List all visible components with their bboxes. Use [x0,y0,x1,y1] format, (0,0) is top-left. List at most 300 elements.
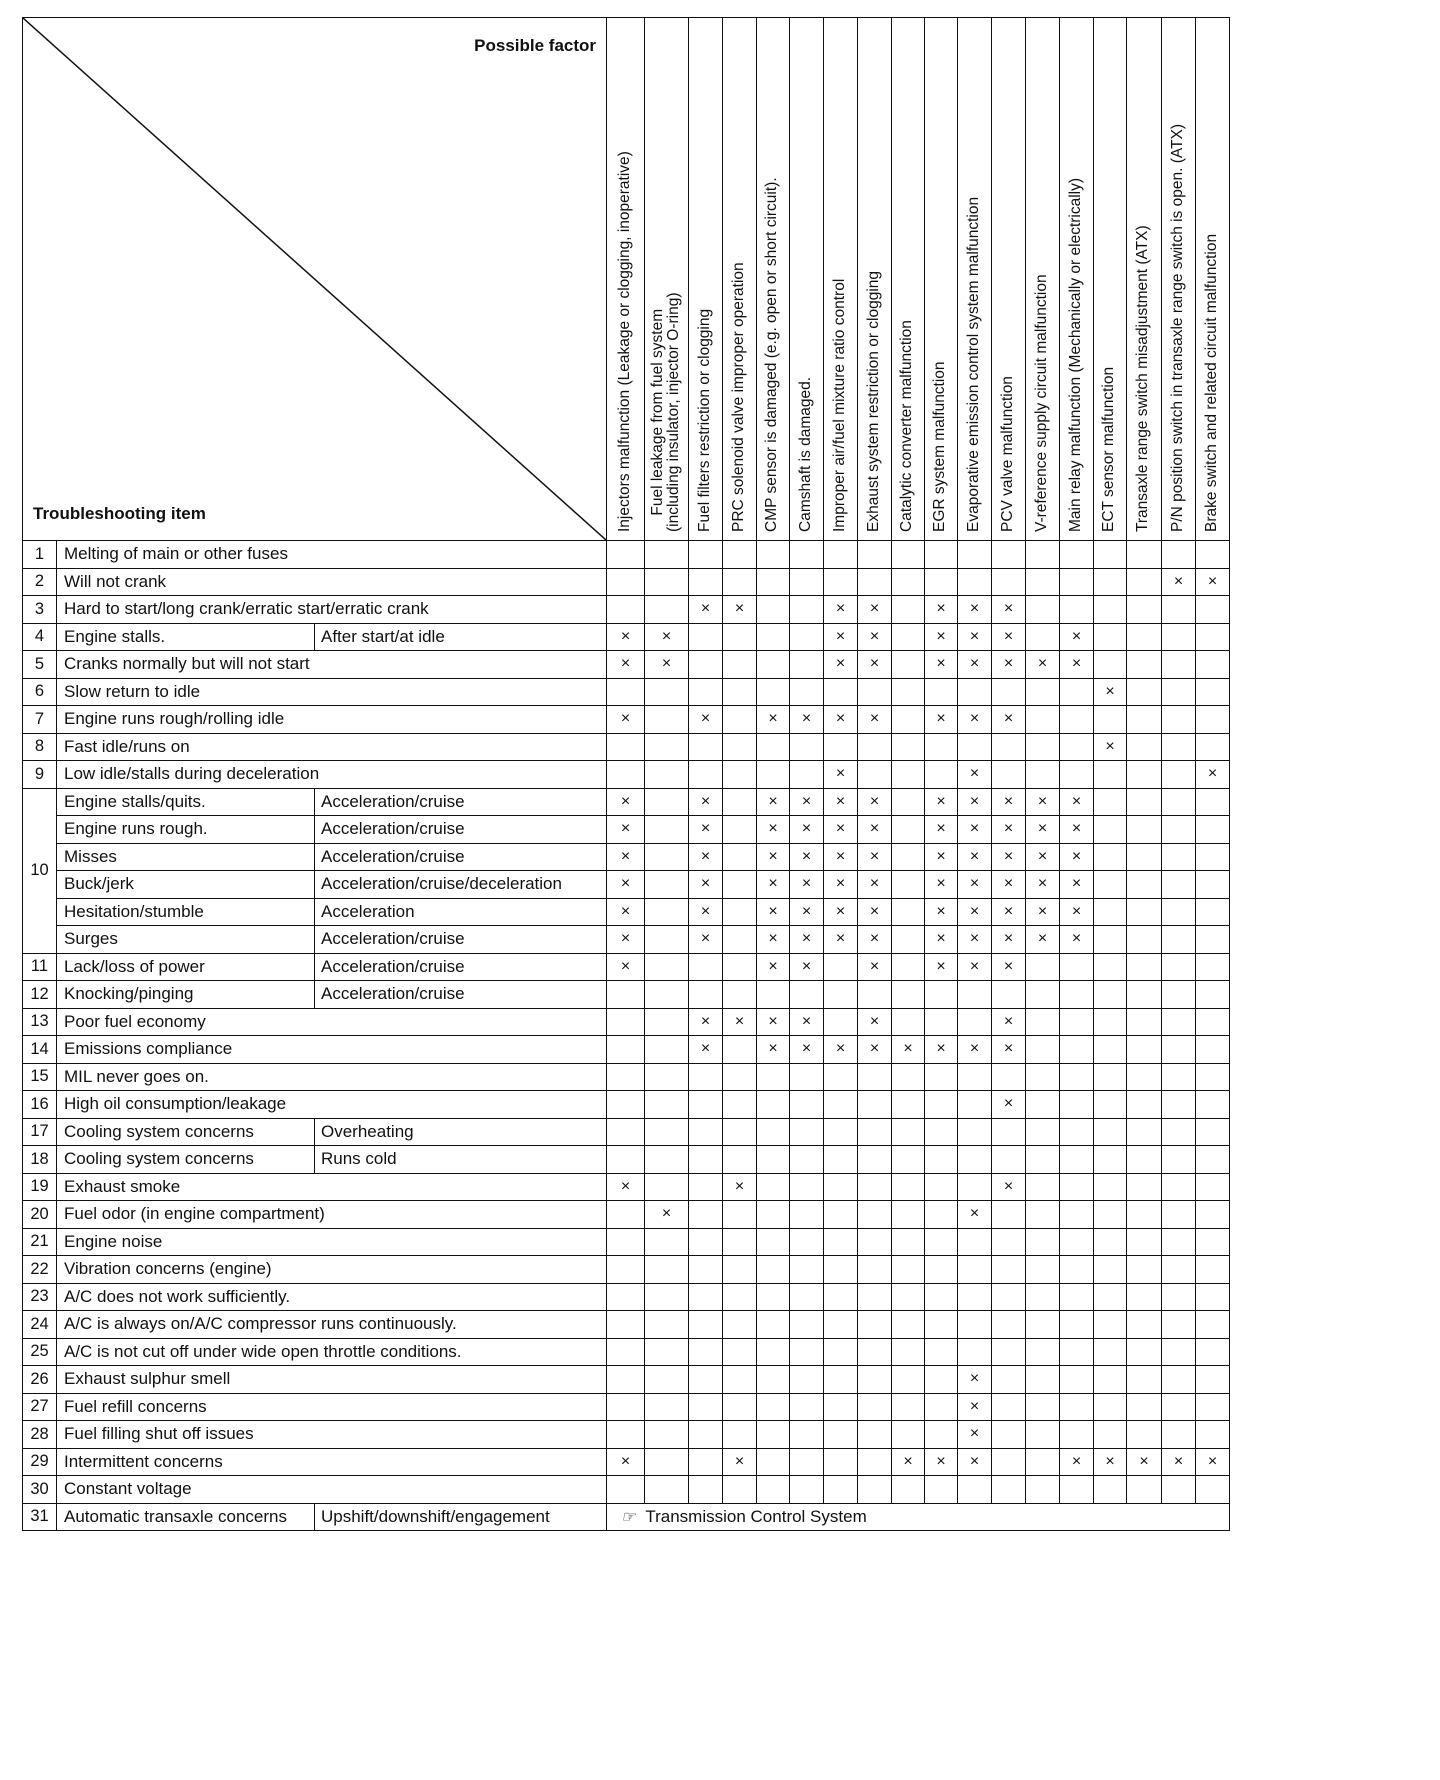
factor-cell [790,1118,824,1146]
row-number: 29 [23,1448,57,1476]
factor-cell [824,568,858,596]
factor-cell [1060,788,1094,816]
factor-cell [689,678,723,706]
factor-cell [925,1146,958,1174]
condition: After start/at idle [315,623,607,651]
factor-cell [992,541,1026,569]
factor-cell [1026,1256,1060,1284]
factor-cell [607,733,645,761]
row-number: 5 [23,651,57,679]
factor-cell [607,623,645,651]
cross-mark-icon: × [700,930,711,948]
factor-cell [723,1283,757,1311]
condition: Acceleration/cruise [315,843,607,871]
factor-cell [1060,541,1094,569]
factor-cell [992,843,1026,871]
factor-cell [607,568,645,596]
cross-mark-icon: × [969,930,980,948]
factor-cell [645,1311,689,1339]
factor-cell [645,1173,689,1201]
factor-column-header [1094,18,1127,541]
factor-cell [1060,1063,1094,1091]
factor-cell [757,678,790,706]
cross-mark-icon: × [620,655,631,673]
factor-cell [1026,1173,1060,1201]
factor-cell [607,1448,645,1476]
factor-cell [607,871,645,899]
factor-cell [1127,788,1162,816]
cross-mark-icon: × [1003,792,1014,810]
factor-cell [1094,1118,1127,1146]
factor-cell [858,1366,892,1394]
troubleshooting-item: Cooling system concerns [57,1118,315,1146]
factor-cell [858,1091,892,1119]
cross-mark-icon: × [620,1452,631,1470]
cross-mark-icon: × [620,710,631,728]
cross-mark-icon: × [869,600,880,618]
factor-cell [1196,1366,1230,1394]
cross-mark-icon: × [734,600,745,618]
table-row [23,1338,1230,1366]
factor-cell [858,1283,892,1311]
factor-cell [645,623,689,651]
cross-mark-icon: × [936,600,946,618]
factor-cell [757,596,790,624]
factor-cell [790,678,824,706]
factor-cell [858,651,892,679]
factor-cell [1094,623,1127,651]
factor-cell [645,733,689,761]
reference-link[interactable] [607,1503,1230,1531]
cross-mark-icon: × [620,930,631,948]
factor-cell [1196,596,1230,624]
factor-cell [1162,541,1196,569]
factor-cell [645,596,689,624]
factor-cell [958,1228,992,1256]
row-number: 30 [23,1476,57,1504]
table-row [23,898,1230,926]
factor-cell [1162,1256,1196,1284]
factor-cell [723,871,757,899]
factor-cell [858,898,892,926]
factor-label-line: Main relay malfunction (Mechanically or electrically) [1066,177,1084,532]
row-number: 12 [23,981,57,1009]
factor-label-line: CMP sensor is damaged (e.g. open or short circuit). [763,177,781,532]
factor-cell [892,1283,925,1311]
factor-cell [607,898,645,926]
factor-cell [858,871,892,899]
factor-label-line: Catalytic converter malfunction [898,320,916,532]
factor-column-header [858,18,892,541]
factor-cell [892,843,925,871]
factor-cell [1162,1421,1196,1449]
factor-cell [1162,1146,1196,1174]
cross-mark-icon: × [969,847,980,865]
factor-column-header [1162,18,1196,541]
factor-cell [1196,678,1230,706]
factor-cell [925,1448,958,1476]
factor-cell [892,1118,925,1146]
factor-cell [689,1173,723,1201]
factor-cell [790,1421,824,1449]
factor-cell [723,733,757,761]
factor-cell [858,1476,892,1504]
troubleshooting-item: Hesitation/stumble [57,898,315,926]
factor-cell [858,1311,892,1339]
cross-mark-icon: × [936,655,946,673]
factor-cell [1127,816,1162,844]
factor-cell [1026,651,1060,679]
factor-cell [1094,678,1127,706]
factor-cell [1127,596,1162,624]
factor-cell [723,706,757,734]
factor-label [966,197,982,532]
condition: Acceleration/cruise [315,953,607,981]
factor-cell [892,1311,925,1339]
factor-cell [645,898,689,926]
factor-cell [1026,1146,1060,1174]
factor-cell [892,733,925,761]
factor-cell [1196,1228,1230,1256]
factor-cell [723,1173,757,1201]
cross-mark-icon: × [1071,902,1082,920]
cross-mark-icon: × [768,902,778,920]
factor-cell [1094,1476,1127,1504]
factor-cell [824,1036,858,1064]
factor-label-line: Improper air/fuel mixture ratio control [830,278,848,532]
cross-mark-icon: × [936,930,946,948]
factor-cell [757,816,790,844]
factor-cell [892,871,925,899]
factor-cell [1060,871,1094,899]
troubleshooting-item: Poor fuel economy [57,1008,607,1036]
factor-cell [757,1476,790,1504]
factor-cell [858,1008,892,1036]
table-row [23,1201,1230,1229]
factor-cell [1127,541,1162,569]
factor-column-header [1196,18,1230,541]
factor-cell [757,1228,790,1256]
factor-column-header [824,18,858,541]
factor-cell [1127,843,1162,871]
factor-column-header [790,18,824,541]
factor-cell [757,1393,790,1421]
factor-cell [958,1421,992,1449]
cross-mark-icon: × [801,930,812,948]
factor-cell [689,898,723,926]
factor-cell [1060,1036,1094,1064]
factor-cell [645,1338,689,1366]
factor-cell [992,898,1026,926]
table-row [23,568,1230,596]
factor-cell [992,926,1026,954]
factor-cell [1162,1228,1196,1256]
cross-mark-icon: × [869,1012,880,1030]
factor-cell [1094,1036,1127,1064]
factor-cell [858,926,892,954]
factor-cell [723,761,757,789]
factor-cell [824,816,858,844]
factor-cell [925,1173,958,1201]
cross-mark-icon: × [768,710,778,728]
factor-cell [958,1146,992,1174]
factor-cell [925,706,958,734]
factor-cell [1127,1063,1162,1091]
troubleshooting-matrix [22,17,1226,1531]
condition: Upshift/downshift/engagement [315,1503,607,1531]
factor-cell [824,788,858,816]
factor-column-header [992,18,1026,541]
row-number: 15 [23,1063,57,1091]
factor-cell [689,981,723,1009]
factor-cell [958,1091,992,1119]
factor-cell [790,1201,824,1229]
condition: Acceleration/cruise [315,816,607,844]
factor-cell [1196,1118,1230,1146]
factor-cell [992,1091,1026,1119]
factor-cell [824,1063,858,1091]
cross-mark-icon: × [801,875,812,893]
cross-mark-icon: × [801,957,812,975]
factor-cell [958,1118,992,1146]
troubleshooting-item: Low idle/stalls during deceleration [57,761,607,789]
cross-mark-icon: × [768,847,778,865]
factor-cell [1026,1338,1060,1366]
factor-cell [1162,568,1196,596]
cross-mark-icon: × [1071,627,1082,645]
factor-cell [925,623,958,651]
factor-cell [645,1201,689,1229]
table-row [23,1393,1230,1421]
factor-cell [689,816,723,844]
factor-cell [607,1393,645,1421]
factor-label [866,271,882,532]
factor-cell [925,1476,958,1504]
factor-cell [1196,788,1230,816]
factor-cell [1196,1256,1230,1284]
factor-cell [858,843,892,871]
cross-mark-icon: × [969,1397,980,1415]
row-number: 28 [23,1421,57,1449]
factor-cell [1162,1036,1196,1064]
factor-cell [723,678,757,706]
factor-cell [992,1311,1026,1339]
factor-cell [1060,1283,1094,1311]
factor-cell [689,651,723,679]
factor-cell [790,596,824,624]
row-number: 31 [23,1503,57,1531]
factor-cell [1060,816,1094,844]
factor-cell [790,843,824,871]
factor-cell [757,981,790,1009]
factor-cell [858,1201,892,1229]
cross-mark-icon: × [1037,930,1048,948]
factor-cell [1094,1283,1127,1311]
factor-cell [723,1366,757,1394]
factor-cell [1162,1063,1196,1091]
factor-cell [689,623,723,651]
factor-cell [892,1393,925,1421]
factor-cell [824,953,858,981]
factor-cell [892,596,925,624]
factor-cell [1026,678,1060,706]
factor-cell [892,816,925,844]
factor-cell [1094,706,1127,734]
factor-cell [1196,898,1230,926]
factor-cell [1094,1146,1127,1174]
factor-cell [1026,981,1060,1009]
factor-cell [1162,1366,1196,1394]
factor-cell [925,926,958,954]
factor-cell [645,953,689,981]
table-row [23,1173,1230,1201]
factor-cell [723,981,757,1009]
row-number: 27 [23,1393,57,1421]
factor-cell [1196,651,1230,679]
factor-cell [790,733,824,761]
factor-cell [757,733,790,761]
factor-cell [607,816,645,844]
factor-cell [607,541,645,569]
table-row [23,1311,1230,1339]
factor-cell [824,1146,858,1174]
factor-cell [992,1118,1026,1146]
factor-cell [958,1393,992,1421]
cross-mark-icon: × [969,1425,980,1443]
factor-cell [992,1201,1026,1229]
factor-cell [892,1228,925,1256]
factor-cell [723,1448,757,1476]
factor-column-header [1026,18,1060,541]
factor-cell [992,953,1026,981]
factor-cell [723,1118,757,1146]
factor-cell [1127,733,1162,761]
factor-cell [1162,1476,1196,1504]
factor-cell [689,1366,723,1394]
cross-mark-icon: × [1003,600,1014,618]
factor-cell [1026,1201,1060,1229]
factor-cell [992,623,1026,651]
factor-cell [645,1008,689,1036]
table-row [23,1146,1230,1174]
row-number: 26 [23,1366,57,1394]
cross-mark-icon: × [1003,847,1014,865]
row-number: 17 [23,1118,57,1146]
factor-cell [925,1338,958,1366]
cross-mark-icon: × [1173,572,1184,590]
factor-cell [1127,1228,1162,1256]
factor-cell [925,1091,958,1119]
row-number: 11 [23,953,57,981]
cross-mark-icon: × [1003,875,1014,893]
factor-cell [723,1091,757,1119]
factor-cell [1094,651,1127,679]
factor-cell [1196,1173,1230,1201]
factor-cell [824,1338,858,1366]
factor-cell [1127,1118,1162,1146]
factor-cell [858,706,892,734]
cross-mark-icon: × [734,1177,745,1195]
factor-cell [607,1421,645,1449]
factor-cell [645,678,689,706]
factor-cell [1094,816,1127,844]
factor-cell [723,1063,757,1091]
factor-cell [925,788,958,816]
factor-cell [958,623,992,651]
factor-cell [1060,1366,1094,1394]
factor-cell [1162,981,1196,1009]
table-row [23,1036,1230,1064]
factor-cell [689,1393,723,1421]
cross-mark-icon: × [620,792,631,810]
factor-cell [607,953,645,981]
factor-cell [757,623,790,651]
factor-cell [992,1421,1026,1449]
factor-cell [1026,1448,1060,1476]
factor-cell [607,926,645,954]
factor-cell [892,898,925,926]
factor-cell [1026,1008,1060,1036]
factor-cell [958,1063,992,1091]
factor-cell [1162,788,1196,816]
cross-mark-icon: × [835,765,846,783]
factor-cell [790,1338,824,1366]
factor-cell [1094,1366,1127,1394]
factor-cell [790,1008,824,1036]
factor-cell [607,706,645,734]
factor-cell [925,898,958,926]
factor-cell [1196,568,1230,596]
factor-cell [1094,953,1127,981]
cross-mark-icon: × [801,902,812,920]
factor-cell [892,953,925,981]
factor-cell [992,568,1026,596]
factor-cell [1162,1118,1196,1146]
cross-mark-icon: × [1071,847,1082,865]
cross-mark-icon: × [1037,655,1048,673]
factor-cell [1127,623,1162,651]
factor-cell [992,1063,1026,1091]
factor-cell [1060,761,1094,789]
condition: Runs cold [315,1146,607,1174]
table-row [23,1283,1230,1311]
factor-cell [824,651,858,679]
factor-cell [958,843,992,871]
factor-cell [757,898,790,926]
cross-mark-icon: × [869,820,880,838]
factor-cell [1196,1008,1230,1036]
factor-cell [723,1311,757,1339]
cross-mark-icon: × [936,902,946,920]
factor-cell [1060,1421,1094,1449]
troubleshooting-item: High oil consumption/leakage [57,1091,607,1119]
factor-cell [689,1146,723,1174]
table-row [23,1228,1230,1256]
factor-cell [757,1256,790,1284]
cross-mark-icon: × [969,600,980,618]
factor-cell [1162,871,1196,899]
cross-mark-icon: × [1037,792,1048,810]
factor-cell [689,596,723,624]
factor-cell [1026,1421,1060,1449]
factor-cell [925,733,958,761]
row-number: 13 [23,1008,57,1036]
factor-cell [925,1036,958,1064]
factor-cell [757,706,790,734]
cross-mark-icon: × [1003,1012,1014,1030]
factor-cell [790,761,824,789]
troubleshooting-item: Cranks normally but will not start [57,651,607,679]
